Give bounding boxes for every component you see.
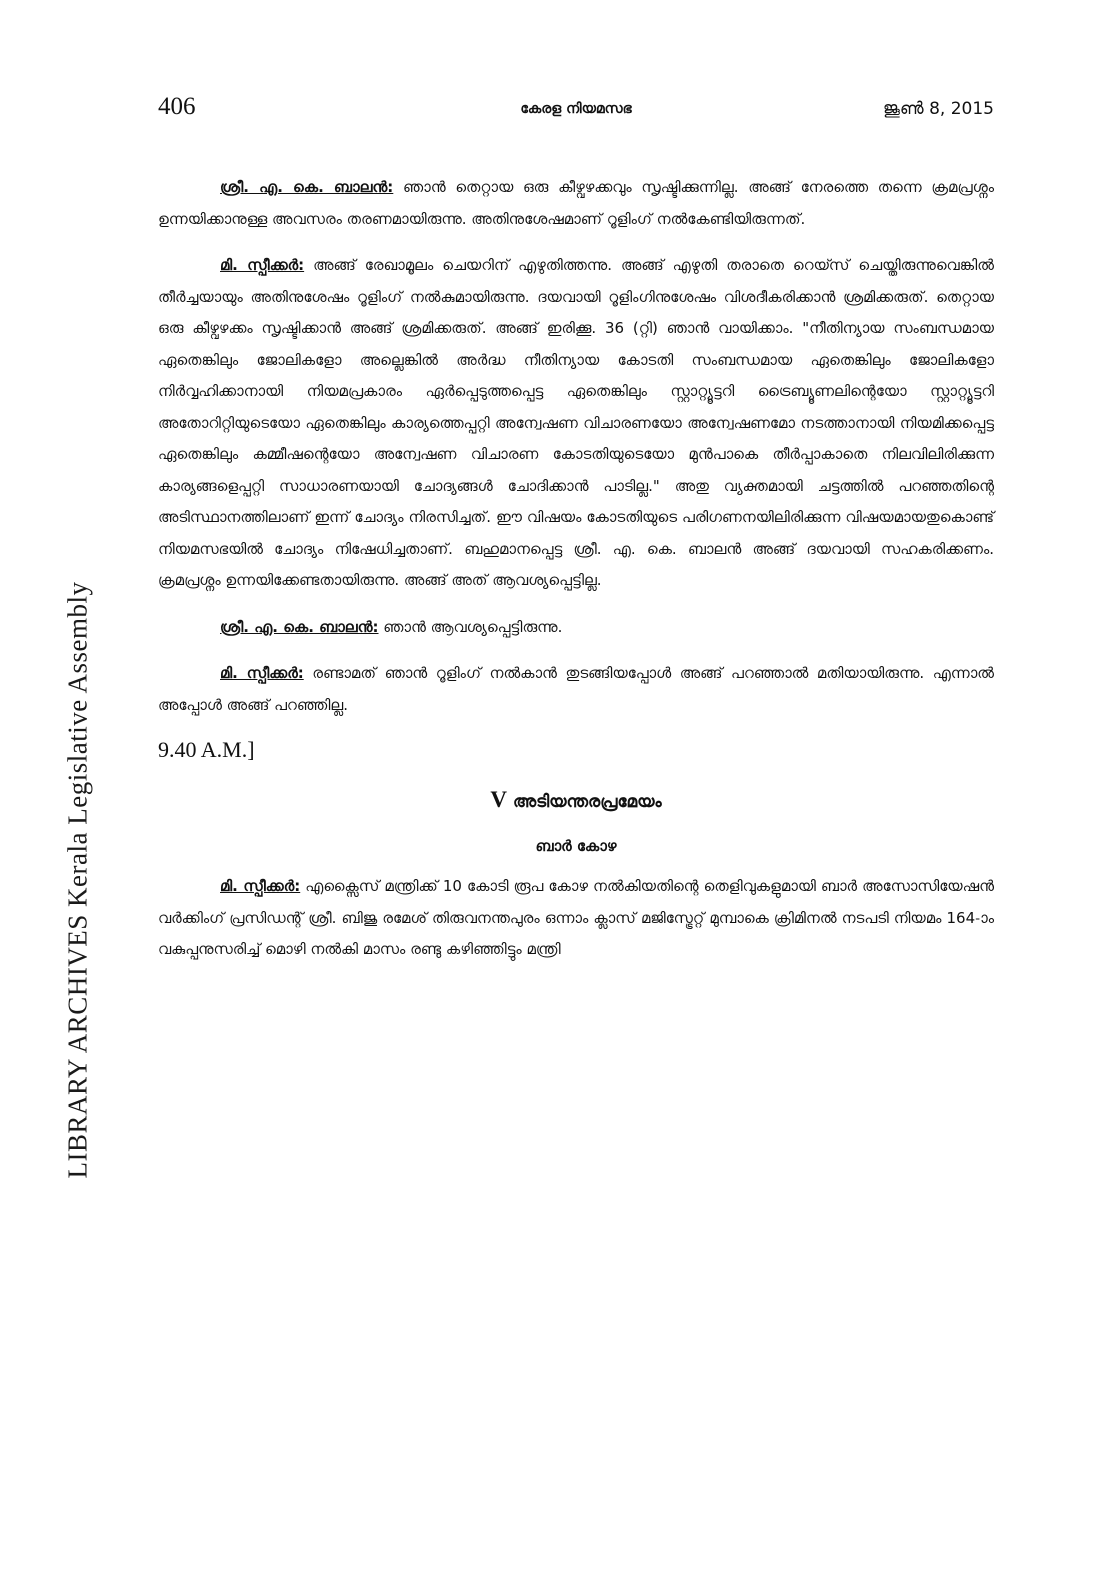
paragraph	[158, 612, 994, 644]
speaker-name: ശ്രീ. എ. കെ. ബാലൻ:	[220, 178, 394, 196]
header-date: ജൂൺ 8, 2015	[883, 99, 994, 119]
time-marker: 9.40 A.M.]	[158, 737, 255, 762]
paragraph-text: എക്സൈസ് മന്ത്രിക്ക് 10 കോടി രൂപ കോഴ നൽകിയതിന്റെ തെളിവുകളുമായി ബാർ അസോസിയേഷൻ വർക്കിംഗ് പ്രസിഡന്റ് ശ്രീ. ബിജു രമേശ് തിരുവനന്തപുരം ഒന്നാം ക്ലാസ് മജിസ്ട്രേറ്റ് മുമ്പാകെ ക്രിമിനൽ നടപടി നിയമം 164-ാം വകുപ്പനുസരിച്ച് മൊഴി നൽകി മാസം രണ്ടു കഴിഞ്ഞിട്ടും മന്ത്രി	[158, 877, 995, 958]
paragraph-text: ഞാൻ ആവശ്യപ്പെട്ടിരുന്നു.	[378, 617, 563, 636]
paragraph	[158, 250, 994, 597]
page-header	[158, 93, 994, 129]
header-title: കേരള നിയമസഭ	[520, 101, 632, 117]
section-heading	[158, 785, 994, 817]
paragraph	[158, 871, 994, 966]
speaker-name: മി. സ്പീക്കർ:	[220, 877, 301, 895]
paragraph	[158, 658, 994, 721]
paragraph-text: അങ്ങ് രേഖാമൂലം ചെയറിന് എഴുതിത്തന്നു. അങ്ങ് എഴുതി തരാതെ റെയ്സ് ചെയ്തിരുന്നുവെങ്കിൽ തീർച്ചയായും അതിനുശേഷം റൂളിംഗ് നൽകുമായിരുന്നു. ദയവായി റൂളിംഗിനുശേഷം വിശദീകരിക്കാൻ ശ്രമിക്കരുത്. തെറ്റായ ഒരു കീഴ്വഴക്കം സൃഷ്ടിക്കാൻ അങ്ങ് ശ്രമിക്കരുത്. അങ്ങ് ഇരിക്കൂ. 36 (റ്റി) ഞാൻ വായിക്കാം. "നീതിന്യായ സംബന്ധമായ ഏതെങ്കിലും ജോലികളോ അല്ലെങ്കിൽ അർദ്ധ നീതിന്യായ കോടതി സംബന്ധമായ ഏതെങ്കിലും ജോലികളോ നിർവ്വഹിക്കാനായി നിയമപ്രകാരം ഏർപ്പെടുത്തപ്പെട്ട ഏതെങ്കിലും സ്റ്റാറ്റ്യൂട്ടറി ട്രൈബ്യൂണലിന്റെയോ സ്റ്റാറ്റ്യൂട്ടറി അതോറിറ്റിയുടെയോ ഏതെങ്കിലും കാര്യത്തെപ്പറ്റി അന്വേഷണ വിചാരണയോ അന്വേഷണമോ നടത്താനായി നിയമിക്കപ്പെട്ട ഏതെങ്കിലും കമ്മീഷന്റെയോ അന്വേഷണ വിചാരണ കോടതിയുടെയോ മുൻപാകെ തീർപ്പാകാതെ നിലവിലിരിക്കുന്ന കാര്യങ്ങളെപ്പറ്റി സാധാരണയായി ചോദ്യങ്ങൾ ചോദിക്കാൻ പാടില്ല." അതു വ്യക്തമായി ചട്ടത്തിൽ പറഞ്ഞതിന്റെ അടിസ്ഥാനത്തിലാണ് ഇന്ന് ചോദ്യം നിരസിച്ചത്. ഈ വിഷയം കോടതിയുടെ പരിഗണനയിലിരിക്കുന്ന വിഷയമായതുകൊണ്ട് നിയമസഭയിൽ ചോദ്യം നിഷേധിച്ചതാണ്. ബഹുമാനപ്പെട്ട ശ്രീ. എ. കെ. ബാലൻ അങ്ങ് ദയവായി സഹകരിക്കണം. ക്രമപ്രശ്നം ഉന്നയിക്കേണ്ടതായിരുന്നു. അങ്ങ് അത് ആവശ്യപ്പെട്ടില്ല.	[158, 256, 994, 589]
document-body	[158, 172, 994, 966]
paragraph	[158, 172, 994, 235]
speaker-name: ശ്രീ. എ. കെ. ബാലൻ:	[220, 617, 379, 636]
section-numeral: V	[490, 787, 507, 812]
paragraph-text: ഞാൻ തെറ്റായ ഒരു കീഴ്വഴക്കവും സൃഷ്ടിക്കുന്നില്ല. അങ്ങ് നേരത്തെ തന്നെ ക്രമപ്രശ്നം ഉന്നയിക്കാനുള്ള അവസരം തരണമായിരുന്നു. അതിനുശേഷമാണ് റൂളിംഗ് നൽകേണ്ടിയിരുന്നത്.	[158, 178, 994, 228]
archive-watermark: LIBRARY ARCHIVES Kerala Legislative Assembly	[62, 581, 93, 1179]
section-subheading: ബാർ കോഴ	[535, 837, 617, 855]
speaker-name: മി. സ്പീക്കർ:	[220, 664, 304, 682]
paragraph-text: രണ്ടാമത് ഞാൻ റൂളിംഗ് നൽകാൻ തുടങ്ങിയപ്പോൾ അങ്ങ് പറഞ്ഞാൽ മതിയായിരുന്നു. എന്നാൽ അപ്പോൾ അങ്ങ് പറഞ്ഞില്ല.	[158, 664, 995, 714]
page-number: 406	[158, 93, 196, 120]
section-title: അടിയന്തരപ്രമേയം	[513, 792, 662, 812]
speaker-name: മി. സ്പീക്കർ:	[220, 256, 305, 274]
